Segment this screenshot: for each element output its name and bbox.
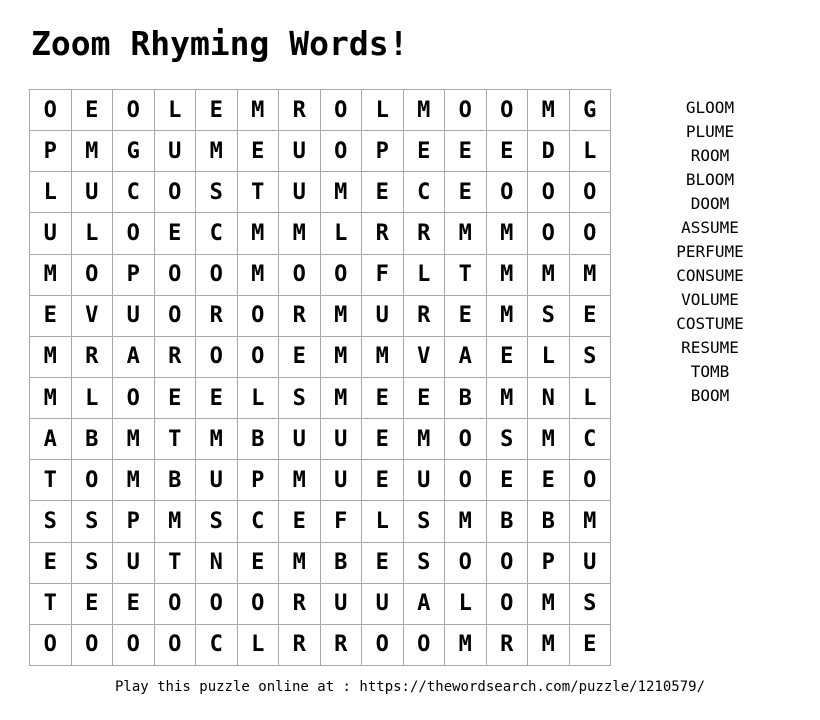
- grid-cell[interactable]: L: [404, 255, 446, 296]
- grid-cell[interactable]: C: [196, 625, 238, 666]
- grid-cell[interactable]: A: [113, 337, 155, 378]
- grid-cell[interactable]: M: [487, 255, 529, 296]
- grid-cell[interactable]: M: [321, 337, 363, 378]
- grid-cell[interactable]: M: [570, 501, 612, 542]
- grid-cell[interactable]: M: [238, 90, 280, 131]
- grid-cell[interactable]: C: [570, 419, 612, 460]
- grid-cell[interactable]: G: [113, 131, 155, 172]
- grid-cell[interactable]: O: [113, 90, 155, 131]
- grid-cell[interactable]: M: [487, 213, 529, 254]
- grid-cell[interactable]: O: [362, 625, 404, 666]
- grid-cell[interactable]: P: [113, 255, 155, 296]
- grid-cell[interactable]: U: [196, 460, 238, 501]
- grid-cell[interactable]: M: [321, 296, 363, 337]
- grid-cell[interactable]: L: [72, 378, 114, 419]
- grid-cell[interactable]: L: [238, 378, 280, 419]
- grid-cell[interactable]: M: [487, 378, 529, 419]
- word-list: [650, 96, 770, 408]
- word-list-item: RESUME: [681, 338, 739, 357]
- grid-cell[interactable]: E: [30, 296, 72, 337]
- grid-cell[interactable]: V: [72, 296, 114, 337]
- grid-cell[interactable]: N: [196, 543, 238, 584]
- grid-cell[interactable]: C: [404, 172, 446, 213]
- grid-cell[interactable]: F: [321, 501, 363, 542]
- grid-cell[interactable]: A: [445, 337, 487, 378]
- grid-cell[interactable]: U: [321, 460, 363, 501]
- grid-cell[interactable]: U: [321, 419, 363, 460]
- grid-cell[interactable]: B: [445, 378, 487, 419]
- grid-cell[interactable]: E: [445, 131, 487, 172]
- grid-cell[interactable]: O: [570, 172, 612, 213]
- grid-cell[interactable]: E: [362, 460, 404, 501]
- grid-cell[interactable]: E: [196, 90, 238, 131]
- grid-cell[interactable]: L: [445, 584, 487, 625]
- grid-cell[interactable]: P: [113, 501, 155, 542]
- grid-cell[interactable]: R: [279, 90, 321, 131]
- grid-cell[interactable]: O: [72, 625, 114, 666]
- word-list-item: ASSUME: [681, 218, 739, 237]
- grid-cell[interactable]: G: [570, 90, 612, 131]
- grid-cell[interactable]: E: [155, 213, 197, 254]
- grid-cell[interactable]: P: [362, 131, 404, 172]
- grid-cell[interactable]: U: [279, 131, 321, 172]
- grid-cell[interactable]: B: [155, 460, 197, 501]
- grid-cell[interactable]: L: [570, 131, 612, 172]
- grid-cell[interactable]: R: [279, 584, 321, 625]
- grid-cell[interactable]: E: [487, 460, 529, 501]
- grid-cell[interactable]: M: [404, 90, 446, 131]
- grid-cell[interactable]: O: [155, 255, 197, 296]
- grid-cell[interactable]: O: [30, 625, 72, 666]
- grid-cell[interactable]: O: [445, 460, 487, 501]
- grid-cell[interactable]: M: [362, 337, 404, 378]
- grid-cell[interactable]: O: [155, 625, 197, 666]
- grid-cell[interactable]: O: [196, 255, 238, 296]
- grid-cell[interactable]: T: [445, 255, 487, 296]
- grid-cell[interactable]: L: [30, 172, 72, 213]
- grid-cell[interactable]: E: [362, 543, 404, 584]
- grid-cell[interactable]: O: [321, 90, 363, 131]
- grid-cell[interactable]: R: [404, 213, 446, 254]
- grid-cell[interactable]: O: [238, 296, 280, 337]
- grid-cell[interactable]: L: [362, 501, 404, 542]
- grid-cell[interactable]: S: [570, 584, 612, 625]
- grid-cell[interactable]: E: [238, 131, 280, 172]
- grid-cell[interactable]: M: [279, 460, 321, 501]
- grid-cell[interactable]: U: [279, 172, 321, 213]
- grid-cell[interactable]: T: [155, 419, 197, 460]
- grid-cell[interactable]: M: [155, 501, 197, 542]
- grid-cell[interactable]: E: [570, 625, 612, 666]
- grid-cell[interactable]: M: [445, 213, 487, 254]
- grid-cell[interactable]: C: [113, 172, 155, 213]
- grid-cell[interactable]: S: [404, 543, 446, 584]
- grid-cell[interactable]: O: [72, 255, 114, 296]
- grid-cell[interactable]: O: [155, 584, 197, 625]
- grid-cell[interactable]: M: [113, 419, 155, 460]
- word-list-item: ROOM: [690, 146, 730, 165]
- grid-cell[interactable]: M: [238, 213, 280, 254]
- grid-cell[interactable]: S: [570, 337, 612, 378]
- grid-cell[interactable]: L: [238, 625, 280, 666]
- grid-cell[interactable]: A: [30, 419, 72, 460]
- grid-cell[interactable]: M: [72, 131, 114, 172]
- grid-cell[interactable]: O: [570, 213, 612, 254]
- grid-cell[interactable]: S: [279, 378, 321, 419]
- grid-cell[interactable]: C: [196, 213, 238, 254]
- grid-cell[interactable]: O: [155, 172, 197, 213]
- grid-cell[interactable]: T: [238, 172, 280, 213]
- grid-cell[interactable]: O: [279, 255, 321, 296]
- grid-cell[interactable]: M: [30, 255, 72, 296]
- letter-grid: [29, 89, 611, 666]
- grid-cell[interactable]: O: [321, 131, 363, 172]
- grid-cell[interactable]: O: [113, 213, 155, 254]
- grid-cell[interactable]: B: [72, 419, 114, 460]
- grid-cell[interactable]: M: [321, 172, 363, 213]
- grid-cell[interactable]: O: [321, 255, 363, 296]
- grid-cell[interactable]: U: [321, 584, 363, 625]
- grid-cell[interactable]: R: [321, 625, 363, 666]
- grid-cell[interactable]: S: [196, 172, 238, 213]
- grid-cell[interactable]: O: [196, 584, 238, 625]
- grid-cell[interactable]: B: [528, 501, 570, 542]
- grid-cell[interactable]: O: [487, 543, 529, 584]
- word-list-item: COSTUME: [676, 314, 744, 333]
- grid-cell[interactable]: U: [113, 296, 155, 337]
- grid-cell[interactable]: E: [362, 378, 404, 419]
- grid-cell[interactable]: U: [570, 543, 612, 584]
- grid-cell[interactable]: A: [404, 584, 446, 625]
- word-list-item: CONSUME: [676, 266, 744, 285]
- grid-cell[interactable]: U: [30, 213, 72, 254]
- grid-cell[interactable]: M: [487, 296, 529, 337]
- page-title: Zoom Rhyming Words!: [31, 24, 409, 63]
- grid-cell[interactable]: B: [487, 501, 529, 542]
- word-list-item: VOLUME: [681, 290, 739, 309]
- grid-cell[interactable]: O: [487, 584, 529, 625]
- grid-cell[interactable]: E: [72, 90, 114, 131]
- grid-cell[interactable]: M: [528, 419, 570, 460]
- grid-cell[interactable]: S: [72, 543, 114, 584]
- grid-cell[interactable]: M: [279, 543, 321, 584]
- word-list-item: GLOOM: [685, 98, 735, 117]
- grid-cell[interactable]: P: [30, 131, 72, 172]
- grid-cell[interactable]: B: [321, 543, 363, 584]
- grid-cell[interactable]: C: [238, 501, 280, 542]
- grid-cell[interactable]: E: [362, 172, 404, 213]
- grid-cell[interactable]: O: [528, 172, 570, 213]
- grid-cell[interactable]: E: [404, 131, 446, 172]
- grid-cell[interactable]: S: [528, 296, 570, 337]
- grid-cell[interactable]: E: [30, 543, 72, 584]
- grid-cell[interactable]: M: [528, 90, 570, 131]
- grid-cell[interactable]: S: [30, 501, 72, 542]
- grid-cell[interactable]: L: [321, 213, 363, 254]
- grid-cell[interactable]: R: [279, 625, 321, 666]
- grid-cell[interactable]: F: [362, 255, 404, 296]
- grid-cell[interactable]: O: [238, 584, 280, 625]
- grid-cell[interactable]: L: [72, 213, 114, 254]
- grid-cell[interactable]: O: [445, 419, 487, 460]
- grid-cell[interactable]: M: [445, 501, 487, 542]
- grid-cell[interactable]: E: [155, 378, 197, 419]
- footer-link-text: Play this puzzle online at : https://thewordsearch.com/puzzle/1210579/: [114, 679, 705, 695]
- grid-cell[interactable]: E: [72, 584, 114, 625]
- grid-cell[interactable]: M: [30, 337, 72, 378]
- word-list-item: TOMB: [690, 362, 730, 381]
- grid-cell[interactable]: R: [362, 213, 404, 254]
- grid-cell[interactable]: E: [570, 296, 612, 337]
- grid-cell[interactable]: S: [72, 501, 114, 542]
- grid-cell[interactable]: R: [196, 296, 238, 337]
- grid-cell[interactable]: D: [528, 131, 570, 172]
- grid-cell[interactable]: L: [155, 90, 197, 131]
- grid-cell[interactable]: E: [279, 501, 321, 542]
- word-list-item: PERFUME: [676, 242, 744, 261]
- grid-cell[interactable]: O: [445, 90, 487, 131]
- grid-cell[interactable]: O: [445, 543, 487, 584]
- grid-cell[interactable]: M: [113, 460, 155, 501]
- word-list-item: PLUME: [685, 122, 735, 141]
- grid-cell[interactable]: E: [445, 296, 487, 337]
- grid-cell[interactable]: P: [528, 543, 570, 584]
- grid-cell[interactable]: O: [72, 460, 114, 501]
- grid-cell[interactable]: O: [238, 337, 280, 378]
- grid-cell[interactable]: M: [196, 419, 238, 460]
- grid-cell[interactable]: R: [404, 296, 446, 337]
- grid-cell[interactable]: V: [404, 337, 446, 378]
- word-list-item: BLOOM: [685, 170, 735, 189]
- grid-cell[interactable]: E: [362, 419, 404, 460]
- grid-cell[interactable]: E: [196, 378, 238, 419]
- grid-cell[interactable]: O: [570, 460, 612, 501]
- grid-cell[interactable]: E: [487, 337, 529, 378]
- grid-cell[interactable]: S: [196, 501, 238, 542]
- grid-cell[interactable]: O: [528, 213, 570, 254]
- grid-cell[interactable]: O: [30, 90, 72, 131]
- grid-cell[interactable]: T: [30, 584, 72, 625]
- grid-cell[interactable]: E: [487, 131, 529, 172]
- grid-cell[interactable]: U: [362, 296, 404, 337]
- grid-cell[interactable]: U: [279, 419, 321, 460]
- grid-cell[interactable]: M: [570, 255, 612, 296]
- grid-cell[interactable]: M: [238, 255, 280, 296]
- grid-cell[interactable]: L: [570, 378, 612, 419]
- grid-cell[interactable]: M: [279, 213, 321, 254]
- grid-cell[interactable]: S: [404, 501, 446, 542]
- grid-cell[interactable]: U: [155, 131, 197, 172]
- grid-cell[interactable]: M: [528, 255, 570, 296]
- grid-cell[interactable]: O: [113, 378, 155, 419]
- grid-cell[interactable]: B: [238, 419, 280, 460]
- grid-cell[interactable]: S: [487, 419, 529, 460]
- grid-cell[interactable]: E: [279, 337, 321, 378]
- grid-cell[interactable]: O: [113, 625, 155, 666]
- grid-cell[interactable]: L: [362, 90, 404, 131]
- grid-cell[interactable]: M: [404, 419, 446, 460]
- grid-cell[interactable]: E: [445, 172, 487, 213]
- grid-cell[interactable]: M: [528, 584, 570, 625]
- grid-cell[interactable]: U: [72, 172, 114, 213]
- grid-cell[interactable]: M: [528, 625, 570, 666]
- grid-cell[interactable]: U: [404, 460, 446, 501]
- grid-cell[interactable]: M: [30, 378, 72, 419]
- grid-cell[interactable]: M: [196, 131, 238, 172]
- grid-cell[interactable]: U: [362, 584, 404, 625]
- grid-cell[interactable]: T: [155, 543, 197, 584]
- grid-cell[interactable]: E: [404, 378, 446, 419]
- grid-cell[interactable]: O: [487, 172, 529, 213]
- grid-cell[interactable]: M: [445, 625, 487, 666]
- word-list-item: DOOM: [690, 194, 730, 213]
- grid-cell[interactable]: P: [238, 460, 280, 501]
- grid-cell[interactable]: R: [72, 337, 114, 378]
- grid-cell[interactable]: O: [155, 296, 197, 337]
- grid-cell[interactable]: T: [30, 460, 72, 501]
- grid-cell[interactable]: O: [404, 625, 446, 666]
- grid-cell[interactable]: E: [528, 460, 570, 501]
- grid-cell[interactable]: R: [279, 296, 321, 337]
- grid-cell[interactable]: E: [113, 584, 155, 625]
- grid-cell[interactable]: U: [113, 543, 155, 584]
- word-list-item: BOOM: [690, 386, 730, 405]
- grid-cell[interactable]: R: [487, 625, 529, 666]
- grid-cell[interactable]: O: [196, 337, 238, 378]
- grid-cell[interactable]: R: [155, 337, 197, 378]
- grid-cell[interactable]: O: [487, 90, 529, 131]
- grid-cell[interactable]: E: [238, 543, 280, 584]
- grid-cell[interactable]: N: [528, 378, 570, 419]
- grid-cell[interactable]: L: [528, 337, 570, 378]
- grid-cell[interactable]: M: [321, 378, 363, 419]
